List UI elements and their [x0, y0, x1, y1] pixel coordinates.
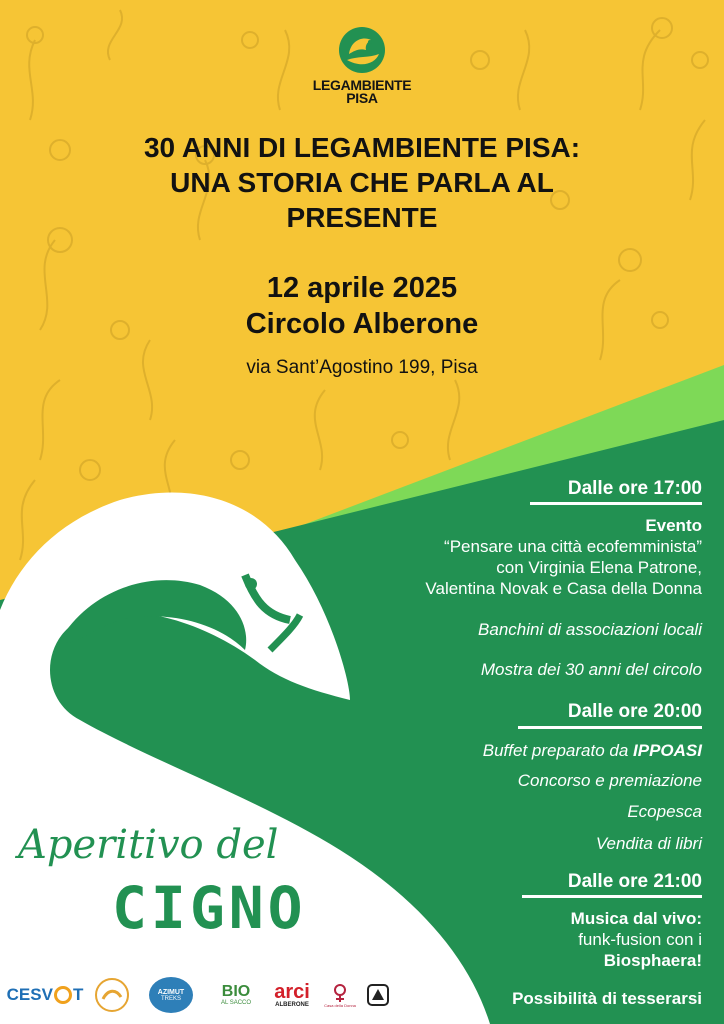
buffet-item	[282, 740, 702, 761]
swan-eye	[245, 578, 257, 590]
concorso-item: Concorso e premiazione	[517, 771, 702, 790]
brand-line-1: LEGAMBIENTE	[312, 77, 412, 93]
section-3-underline	[522, 895, 702, 898]
brand-line-2: PISA	[346, 90, 378, 106]
buffet-name: IPPOASI	[633, 741, 702, 760]
ecopesca-item: Ecopesca	[627, 802, 702, 821]
musica-line-2: funk-fusion con i	[578, 930, 702, 949]
venus-icon	[331, 983, 349, 1003]
section-1-header: Dalle ore 17:00	[567, 478, 702, 499]
poster-title	[40, 130, 684, 235]
legambiente-logo-icon	[337, 24, 387, 76]
emblem-icon	[365, 982, 391, 1008]
buffet-prefix: Buffet preparato da	[482, 741, 634, 760]
musica-block	[282, 908, 702, 971]
section-1-underline	[530, 502, 702, 505]
evento-label: Evento	[645, 516, 702, 535]
azimut-badge	[149, 977, 193, 1013]
sponsor-bio	[214, 975, 258, 1015]
tesseramento: Possibilità di tesserarsi	[512, 989, 702, 1008]
event-venue: Circolo Alberone	[245, 308, 479, 340]
section-2-header: Dalle ore 20:00	[567, 701, 702, 722]
section-3-header: Dalle ore 21:00	[567, 871, 702, 892]
evento-line-3: Valentina Novak e Casa della Donna	[425, 579, 702, 598]
casa-text: Casa della Donna	[324, 1002, 356, 1008]
sponsor-arci	[266, 975, 318, 1015]
event-date: 12 aprile 2025	[266, 272, 458, 304]
azimut-text: AZIMUT	[157, 988, 185, 996]
title-line-2: UNA STORIA CHE PARLA AL	[170, 167, 554, 198]
title-line-3: PRESENTE	[286, 202, 438, 233]
aperitivo-line-2: CIGNO	[112, 874, 307, 942]
band-name: Biosphaera!	[603, 951, 702, 970]
banchini-item: Banchini di associazioni locali	[478, 620, 702, 639]
azimut-sub: TREKS	[160, 995, 181, 1002]
bio-sub: AL SACCO	[220, 1000, 252, 1006]
hands-logo-icon	[94, 977, 130, 1013]
musica-label: Musica dal vivo:	[570, 909, 702, 928]
event-info	[0, 270, 724, 342]
libri-item: Vendita di libri	[595, 834, 702, 853]
event-address: via Sant’Agostino 199, Pisa	[246, 357, 478, 378]
title-line-1: 30 ANNI DI LEGAMBIENTE PISA:	[143, 132, 581, 163]
sponsor-emblem	[362, 975, 394, 1015]
section-2-underline	[518, 726, 702, 729]
sponsor-cesvot	[4, 975, 86, 1015]
section-1-evento	[282, 515, 702, 599]
sponsor-casa-donna	[322, 975, 358, 1015]
bio-text: BIO	[221, 983, 251, 1000]
sponsor-azimut	[146, 975, 196, 1015]
brand-name	[290, 79, 434, 105]
mostra-item: Mostra dei 30 anni del circolo	[480, 660, 702, 679]
sun-icon	[54, 986, 72, 1004]
evento-line-1: “Pensare una città ecofemminista”	[444, 537, 702, 556]
arci-text: arci	[274, 981, 310, 1003]
cesvot-text: CESV	[6, 985, 53, 1004]
aperitivo-line-1: Aperitivo del	[18, 822, 279, 868]
sponsor-circle-logo	[92, 975, 132, 1015]
cesvot-tail: T	[72, 985, 84, 1004]
arci-sub: ALBERONE	[275, 1002, 309, 1008]
evento-line-2: con Virginia Elena Patrone,	[496, 558, 702, 577]
